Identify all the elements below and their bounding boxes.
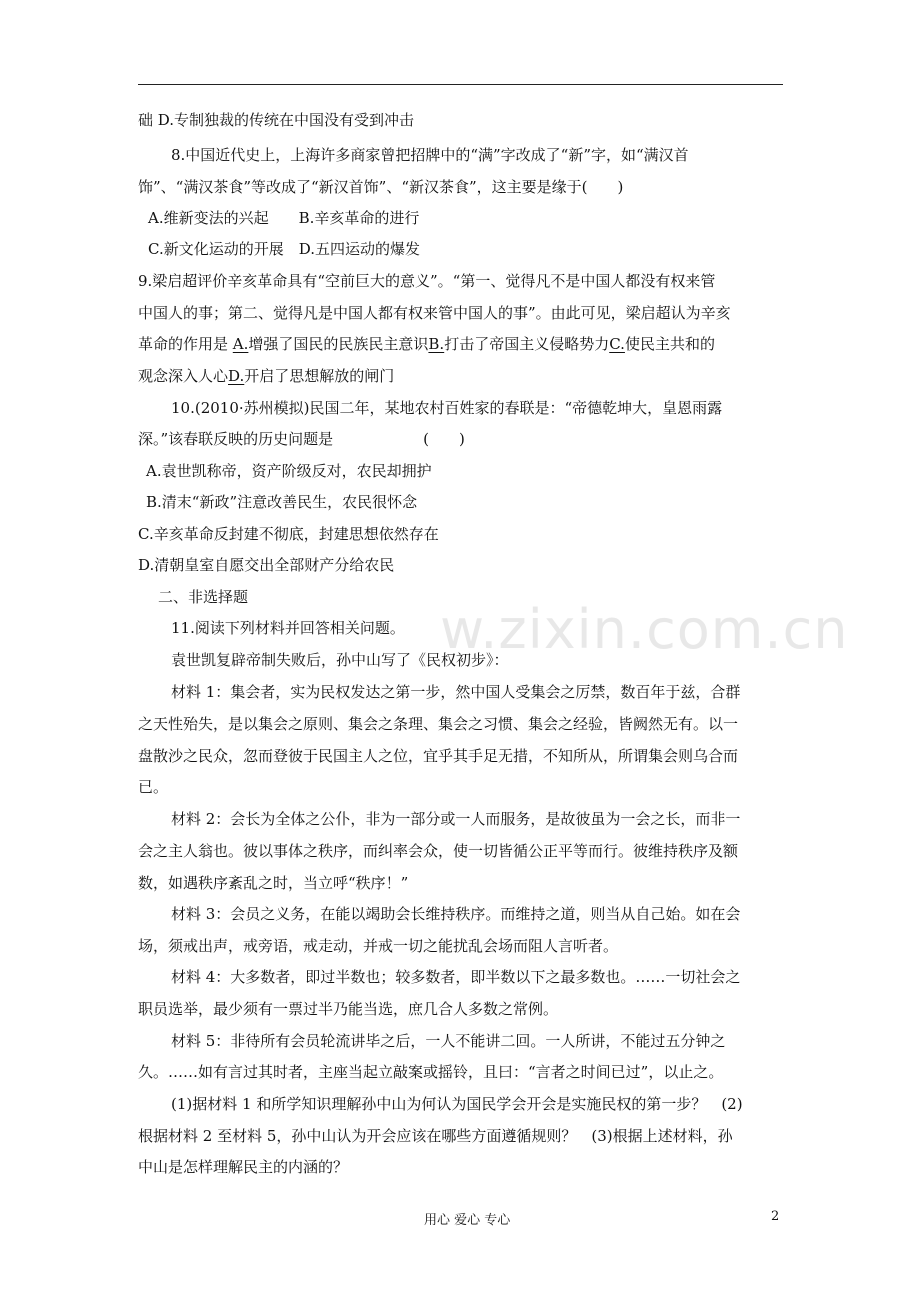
option-line: B.清末“新政”注意改善民生，农民很怀念 [146,493,418,511]
text-line: 职员选举，最少须有一票过半乃能当选，庶几合人多数之常例。 [138,1000,559,1018]
material-5: 材料 5：非待所有会员轮流讲毕之后，一人不能讲二回。一人所讲，不能过五分钟之 [171,1032,726,1050]
text-line: 久。……如有言过其时者，主座当起立敲案或摇铃，且曰：“言者之时间已过”，以止之。 [138,1063,724,1081]
option-line: A.维新变法的兴起 B.辛亥革命的进行 [148,209,420,227]
footer-motto: 用心 爱心 专心 [424,1213,511,1228]
text-line: 饰”、“满汉茶食”等改成了“新汉首饰”、“新汉茶食”，这主要是缘于( ) [138,178,624,196]
text-line: 根据材料 2 至材料 5，孙中山认为开会应该在哪些方面遵循规则？ (3)根据上述材料，孙 [138,1127,733,1145]
question-11: 11.阅读下列材料并回答相关问题。 [171,619,405,637]
question-8: 8.中国近代史上，上海许多商家曾把招牌中的“满”字改成了“新”字，如“满汉首 [171,146,689,164]
material-1: 材料 1：集会者，实为民权发达之第一步，然中国人受集会之厉禁，数百年于兹，合群 [171,683,741,701]
question-10: 10.(2010·苏州模拟)民国二年，某地农村百姓家的春联是：“帝德乾坤大，皇恩雨露 [171,399,723,417]
option-line: A.袁世凯称帝，资产阶级反对，农民却拥护 [146,462,432,480]
question-9: 9.梁启超评价辛亥革命具有“空前巨大的意义”。“第一、觉得凡不是中国人都没有权来管 [138,272,716,290]
text-line: 革命的作用是 A.增强了国民的民族民主意识B.打击了帝国主义侵略势力C.使民主共和的 [138,335,715,353]
option-line: C.新文化运动的开展 D.五四运动的爆发 [148,240,420,258]
section-heading: 二、非选择题 [158,588,249,606]
text-line: 会之主人翁也。彼以事体之秩序，而纠率会众，使一切皆循公正平等而行。彼维持秩序及额 [138,842,739,860]
text-line: 之天性殆失，是以集会之原则、集会之条理、集会之习惯、集会之经验，皆阙然无有。以一 [138,715,739,733]
watermark: w.zixin.com.cn [440,598,849,661]
text-line: 观念深入人心D.开启了思想解放的闸门 [138,367,395,385]
text-line: 中山是怎样理解民主的内涵的？ [138,1158,349,1176]
text-line: 盘散沙之民众，忽而登彼于民国主人之位，宜乎其手足无措，不知所从，所谓集会则乌合而 [138,747,739,765]
material-3: 材料 3：会员之义务，在能以竭助会长维持秩序。而维持之道，则当从自己始。如在会 [171,905,741,923]
text-line: 深。”该春联反映的历史问题是 ( ) [138,430,465,448]
text-line: 础 D.专制独裁的传统在中国没有受到冲击 [138,111,415,129]
material-2: 材料 2：会长为全体之公仆，非为一部分或一人而服务，是故彼虽为一会之长，而非一 [171,810,741,828]
text-line: 中国人的事；第二、觉得凡是中国人都有权来管中国人的事”。由此可见，梁启超认为辛亥 [138,304,731,322]
option-line: D.清朝皇室自愿交出全部财产分给农民 [138,556,395,574]
sub-questions: (1)据材料 1 和所学知识理解孙中山为何认为国民学会开会是实施民权的第一步？ (2) [171,1095,743,1113]
text-line: 袁世凯复辟帝制失败后，孙中山写了《民权初步》： [171,651,509,669]
material-4: 材料 4：大多数者，即过半数也；较多数者，即半数以下之最多数也。……一切社会之 [171,968,741,986]
text-line: 已。 [138,778,169,796]
option-line: C.辛亥革命反封建不彻底，封建思想依然存在 [138,525,439,543]
text-line: 数，如遇秩序紊乱之时，当立呼“秩序！” [138,874,409,892]
header-rule [138,84,783,85]
text-line: 场，须戒出声，戒旁语，戒走动，并戒一切之能扰乱会场而阻人言听者。 [138,937,619,955]
page-number: 2 [771,1209,780,1224]
